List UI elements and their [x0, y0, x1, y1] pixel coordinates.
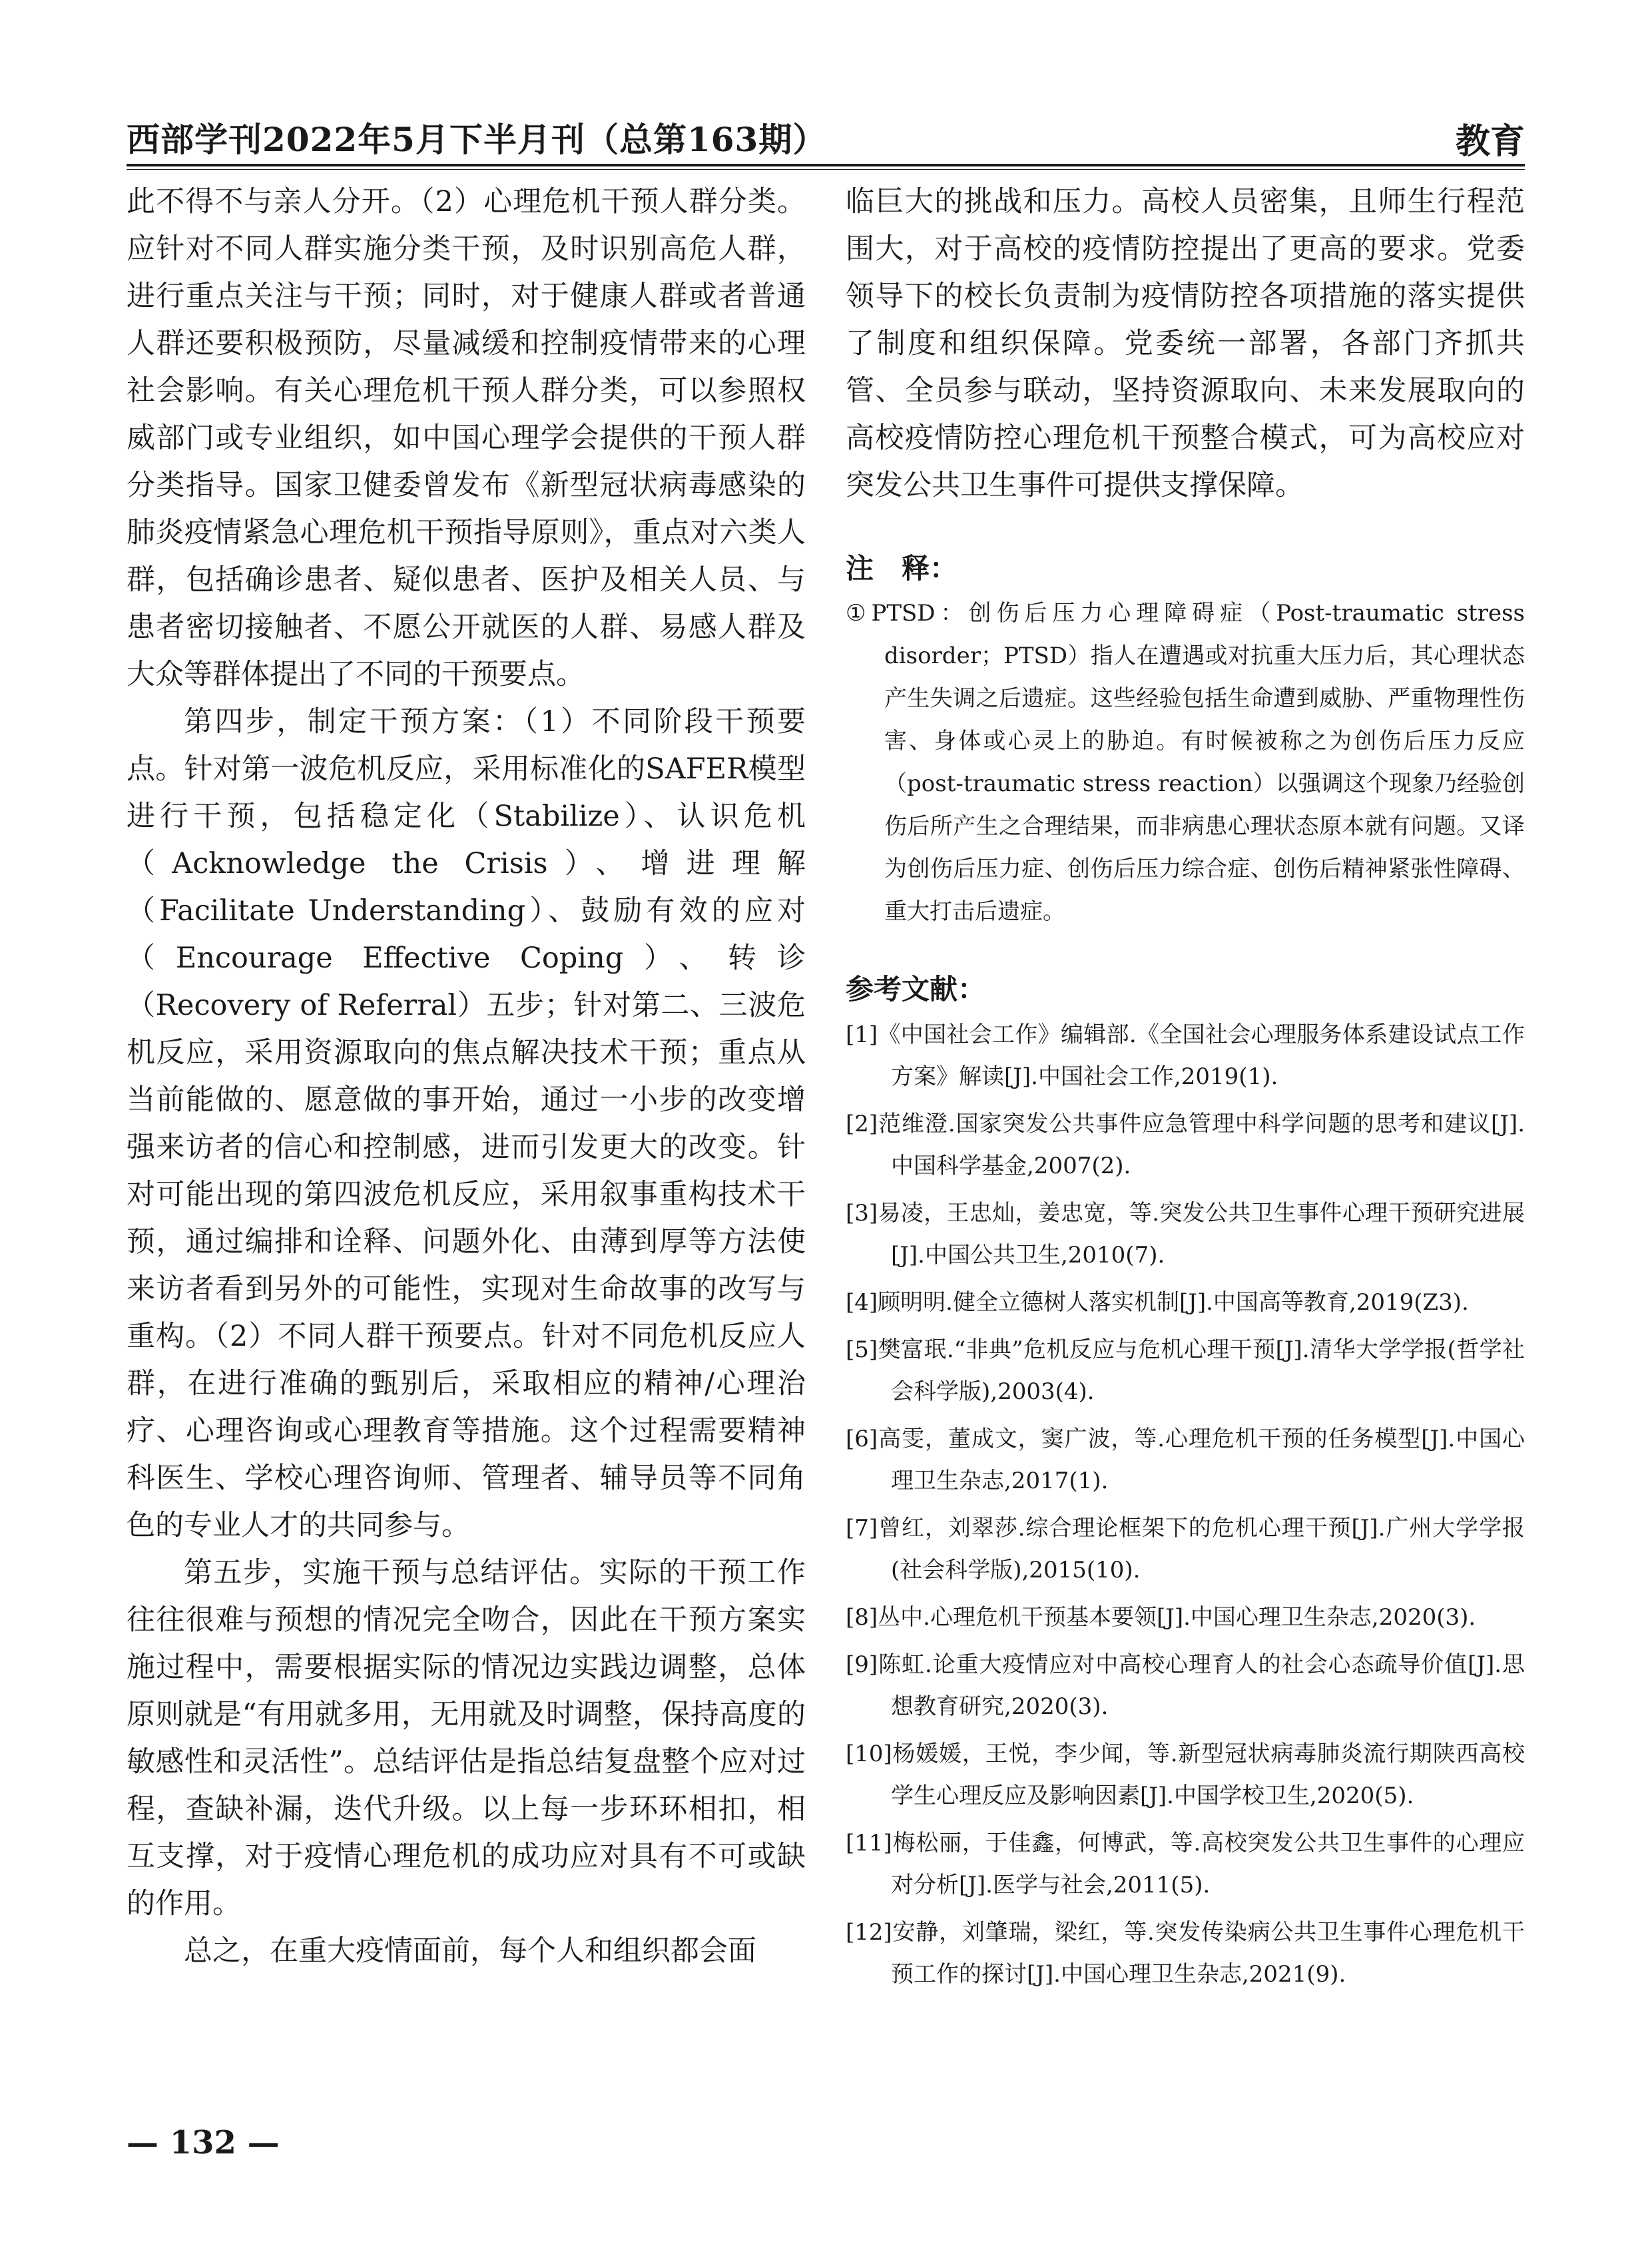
- reference-item: [11]梅松丽，于佳鑫，何博武，等.高校突发公共卫生事件的心理应对分析[J].医学与社会,2011(5).: [846, 1830, 1525, 1898]
- journal-title: 西部学刊2022年5月下半月刊（总第163期）: [127, 120, 827, 159]
- reference-item: [5]樊富珉.“非典”危机反应与危机心理干预[J].清华大学学报(哲学社会科学版),2003(4).: [846, 1336, 1525, 1405]
- notes-heading: 注 释：: [846, 552, 958, 585]
- section-label: 教育: [1455, 122, 1525, 162]
- references-heading: 参考文献：: [846, 973, 986, 1005]
- page-header: [127, 113, 1525, 160]
- paragraph: 此不得不与亲人分开。（2）心理危机干预人群分类。应针对不同人群实施分类干预，及时识别高危人群，进行重点关注与干预；同时，对于健康人群或者普通人群还要积极预防，尽量减缓和控制疫情带来的心理社会影响。有关心理危机干预人群分类，可以参照权威部门或专业组织，如中国心理学会提供的干预人群分类指导。国家卫健委曾发布《新型冠状病毒感染的肺炎疫情紧急心理危机干预指导原则》，重点对六类人群，包括确诊患者、疑似患者、医护及相关人员、与患者密切接触者、不愿公开就医的人群、易感人群及大众等群体提出了不同的干预要点。: [127, 185, 806, 691]
- reference-item: [9]陈虹.论重大疫情应对中高校心理育人的社会心态疏导价值[J].思想教育研究,2020(3).: [846, 1651, 1525, 1720]
- footnote: ①PTSD：创伤后压力心理障碍症（Post-traumatic stress disorder；PTSD）指人在遭遇或对抗重大压力后，其心理状态产生失调之后遗症。这些经验包括生命遭到威胁、严重物理性伤害、身体或心灵上的胁迫。有时候被称之为创伤后压力反应（post-traumatic stress reaction）以强调这个现象乃经验创伤后所产生之合理结果，而非病患心理状态原本就有问题。又译为创伤后压力症、创伤后压力综合症、创伤后精神紧张性障碍、重大打击后遗症。: [846, 600, 1525, 925]
- reference-item: [3]易凌，王忠灿，姜忠宽，等.突发公共卫生事件心理干预研究进展[J].中国公共卫生,2010(7).: [846, 1200, 1525, 1268]
- header-rule: [127, 164, 1525, 166]
- header-rule-thin: [127, 169, 1525, 170]
- reference-item: [12]安静，刘肇瑞，梁红，等.突发传染病公共卫生事件心理危机干预工作的探讨[J].中国心理卫生杂志,2021(9).: [846, 1919, 1525, 1988]
- paragraph: 临巨大的挑战和压力。高校人员密集，且师生行程范围大，对于高校的疫情防控提出了更高的要求。党委领导下的校长负责制为疫情防控各项措施的落实提供了制度和组织保障。党委统一部署，各部门齐抓共管、全员参与联动，坚持资源取向、未来发展取向的高校疫情防控心理危机干预整合模式，可为高校应对突发公共卫生事件可提供支撑保障。: [846, 185, 1525, 502]
- paragraph: 第四步，制定干预方案：（1）不同阶段干预要点。针对第一波危机反应，采用标准化的SAFER模型进行干预，包括稳定化（Stabilize）、认识危机（Acknowledge the Crisis）、增进理解（Facilitate Understanding）、鼓励有效的应对（Encourage Effective Coping）、转诊（Recovery of Referral）五步；针对第二、三波危机反应，采用资源取向的焦点解决技术干预；重点从当前能做的、愿意做的事开始，通过一小步的改变增强来访者的信心和控制感，进而引发更大的改变。针对可能出现的第四波危机反应，采用叙事重构技术干预，通过编排和诠释、问题外化、由薄到厚等方法使来访者看到另外的可能性，实现对生命故事的改写与重构。（2）不同人群干预要点。针对不同危机反应人群，在进行准确的甄别后，采取相应的精神/心理治疗、心理咨询或心理教育等措施。这个过程需要精神科医生、学校心理咨询师、管理者、辅导员等不同角色的专业人才的共同参与。: [127, 705, 806, 1542]
- reference-list: [846, 1014, 1525, 1996]
- reference-item: [1]《中国社会工作》编辑部.《全国社会心理服务体系建设试点工作方案》解读[J].中国社会工作,2019(1).: [846, 1021, 1525, 1090]
- page-number: — 132 —: [127, 2124, 280, 2161]
- reference-item: [4]顾明明.健全立德树人落实机制[J].中国高等教育,2019(Z3).: [846, 1289, 1469, 1316]
- reference-item: [7]曾红，刘翠莎.综合理论框架下的危机心理干预[J].广州大学学报(社会科学版),2015(10).: [846, 1515, 1525, 1583]
- paragraph: 第五步，实施干预与总结评估。实际的干预工作往往很难与预想的情况完全吻合，因此在干预方案实施过程中，需要根据实际的情况边实践边调整，总体原则就是“有用就多用，无用就及时调整，保持高度的敏感性和灵活性”。总结评估是指总结复盘整个应对过程，查缺补漏，迭代升级。以上每一步环环相扣，相互支撑，对于疫情心理危机的成功应对具有不可或缺的作用。: [127, 1556, 806, 1920]
- left-column: [127, 178, 806, 1975]
- reference-item: [10]杨媛媛，王悦，李少闻，等.新型冠状病毒肺炎流行期陕西高校学生心理反应及影响因素[J].中国学校卫生,2020(5).: [846, 1741, 1525, 1809]
- reference-item: [2]范维澄.国家突发公共事件应急管理中科学问题的思考和建议[J].中国科学基金,2007(2).: [846, 1111, 1525, 1179]
- reference-item: [8]丛中.心理危机干预基本要领[J].中国心理卫生杂志,2020(3).: [846, 1604, 1476, 1631]
- paragraph: 总之，在重大疫情面前，每个人和组织都会面: [184, 1934, 756, 1968]
- right-column: [846, 178, 1525, 2001]
- reference-item: [6]高雯，董成文，窦广波，等.心理危机干预的任务模型[J].中国心理卫生杂志,2017(1).: [846, 1426, 1525, 1494]
